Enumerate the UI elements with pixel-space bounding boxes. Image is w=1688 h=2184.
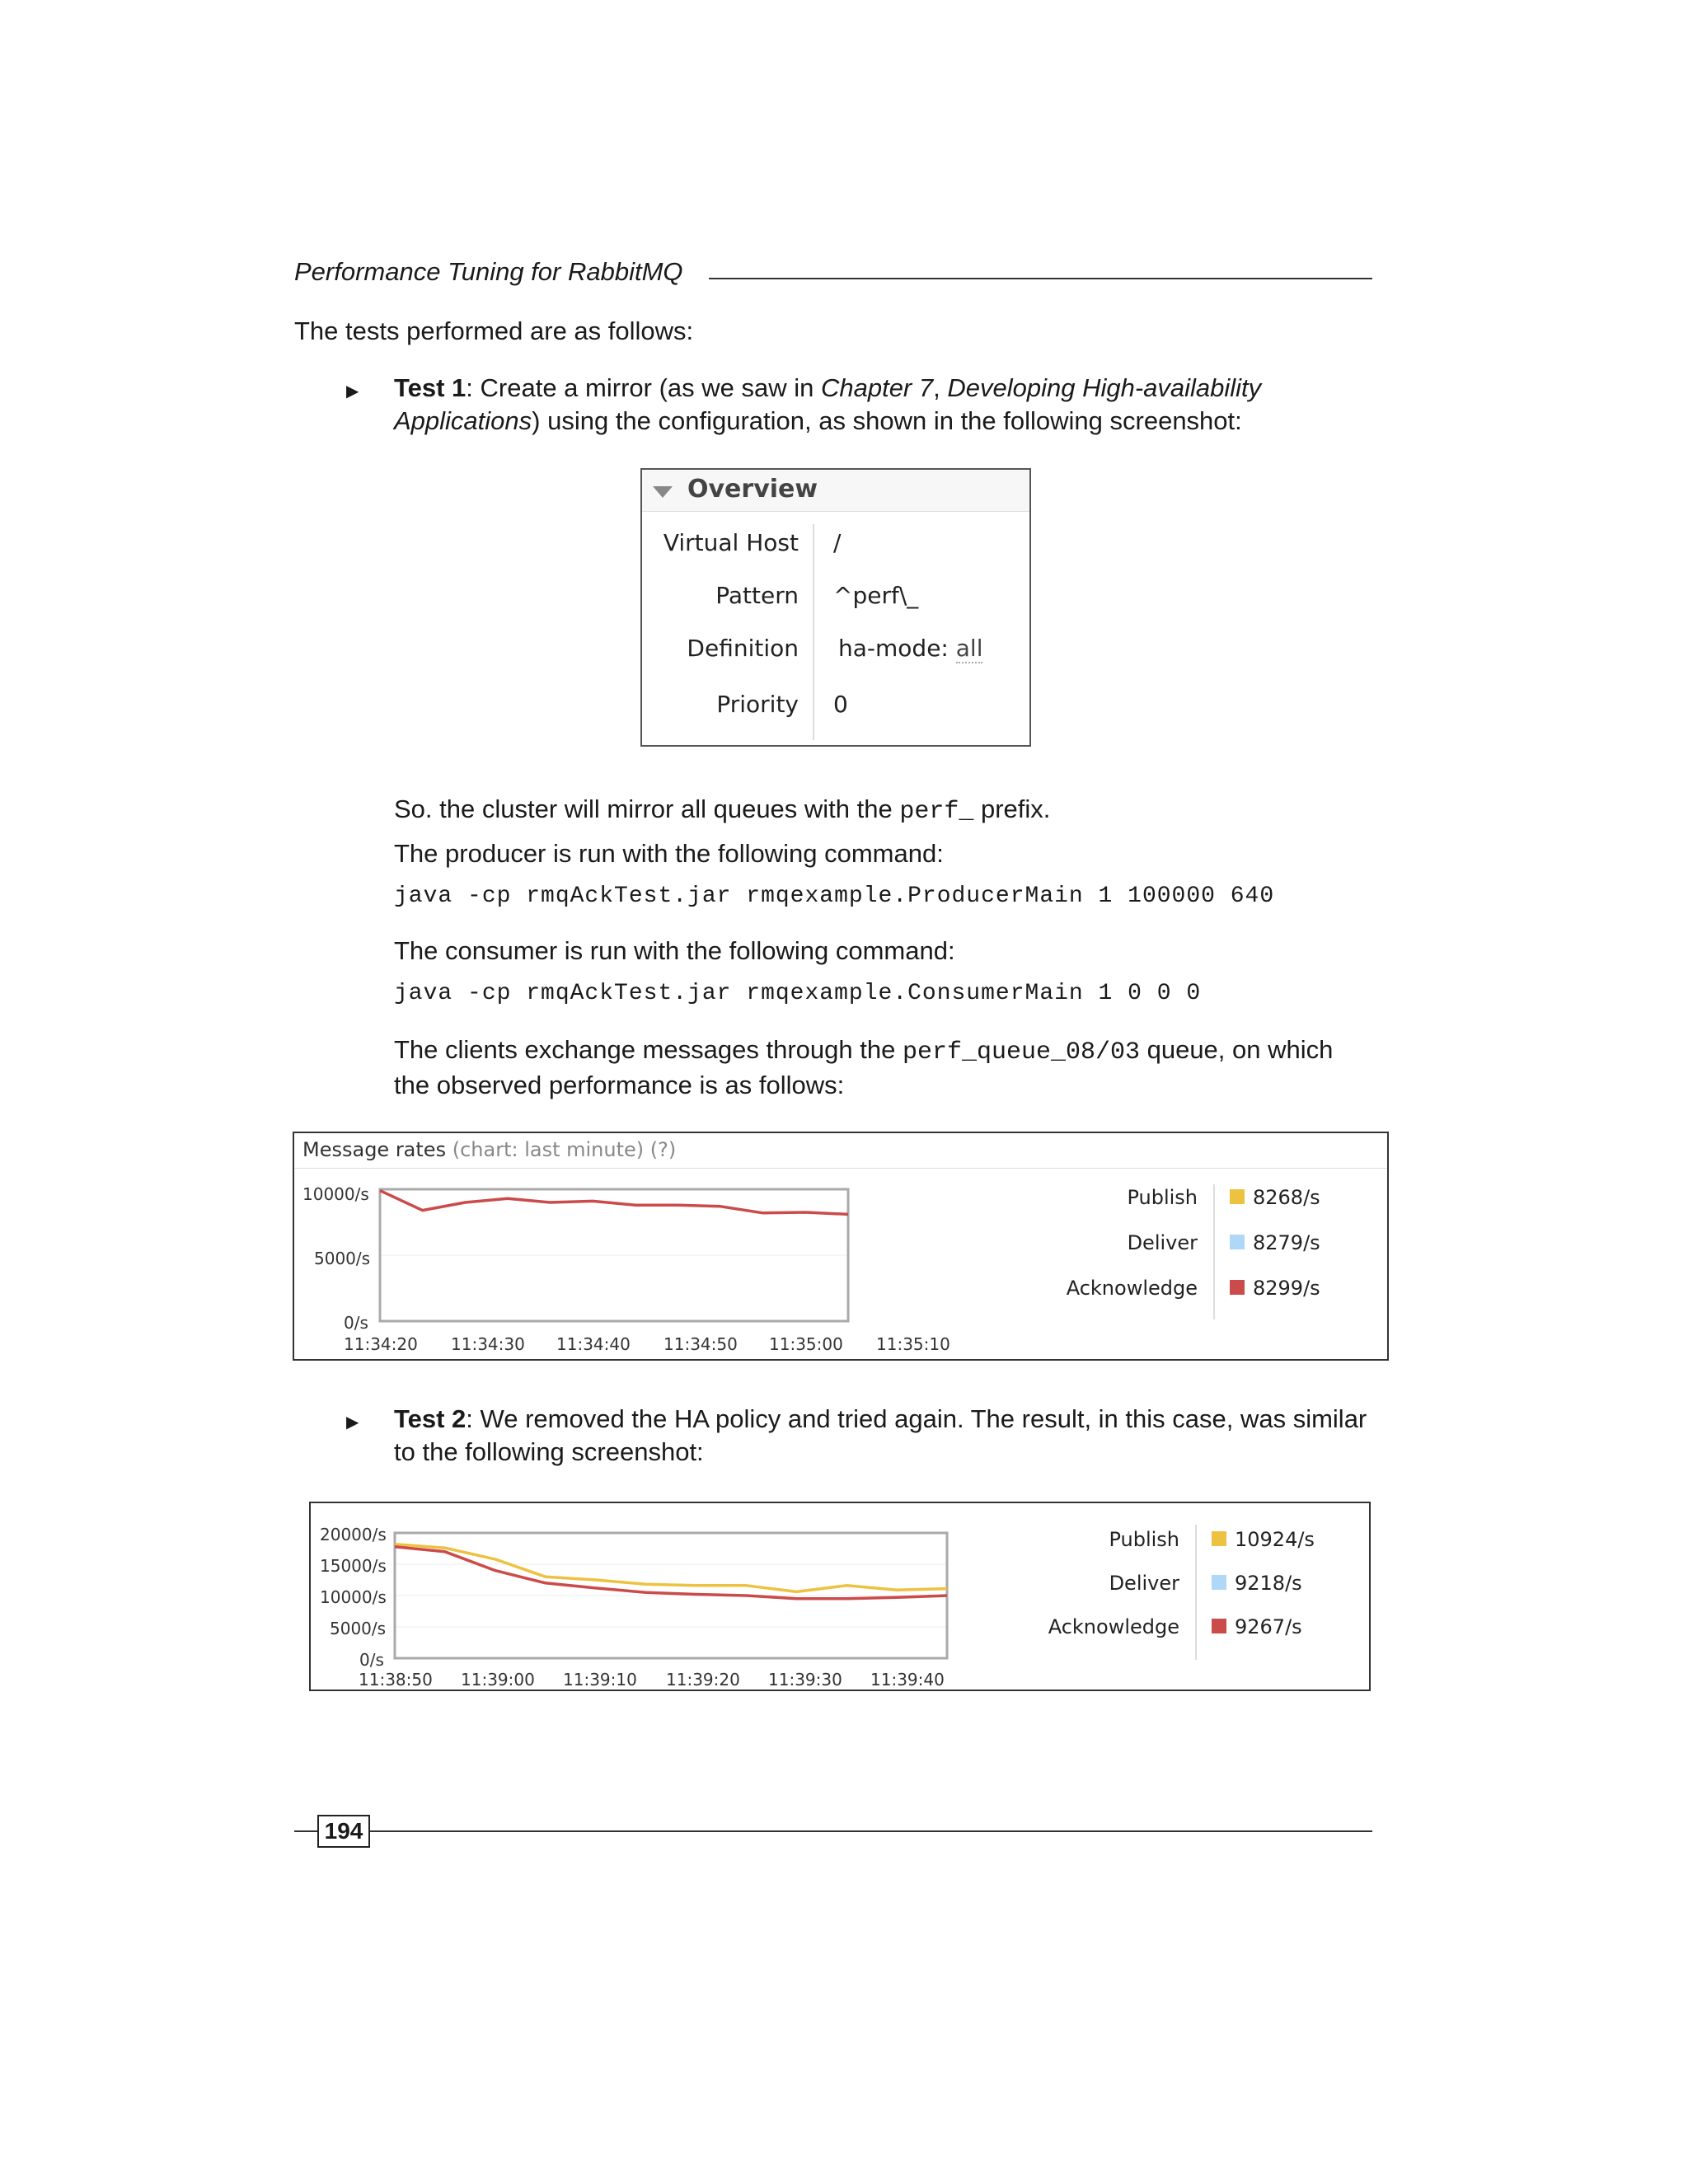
overview-label-definition: Definition: [687, 635, 799, 662]
chart1-legend-value-deliver: 8279/s: [1253, 1231, 1320, 1254]
chart1-legend-value-publish: 8268/s: [1253, 1186, 1320, 1209]
chart2-xtick: 11:39:20: [666, 1670, 740, 1690]
chart1-legend-swatch-acknowledge: [1230, 1280, 1245, 1295]
chart1-legend-label-publish: Publish: [1127, 1186, 1198, 1209]
test1-text-a: : Create a mirror (as we saw in: [466, 373, 821, 402]
comma: ,: [933, 373, 948, 402]
chart2-legend-label-deliver: Deliver: [1109, 1572, 1179, 1595]
overview-divider: [813, 524, 814, 740]
bullet-icon: ▶: [346, 382, 359, 401]
chapter-title-line2: Applications: [394, 406, 532, 435]
chapter-ref: Chapter 7: [820, 373, 934, 402]
test1-text-b: ) using the configuration, as shown in the following screenshot:: [532, 406, 1242, 435]
header-rule: [709, 278, 1372, 279]
chart2-legend-value-publish: 10924/s: [1235, 1528, 1315, 1551]
chart1-ytick: 0/s: [344, 1313, 368, 1333]
para2-b: queue, on which: [1139, 1035, 1334, 1064]
chart1-ytick: 10000/s: [302, 1184, 369, 1204]
para1-b: prefix.: [973, 794, 1051, 823]
chart2-legend-swatch-publish: [1212, 1531, 1226, 1546]
perf-prefix-code: perf_: [899, 798, 974, 826]
overview-label-priority: Priority: [716, 691, 799, 718]
chart2-legend-divider: [1195, 1525, 1197, 1660]
overview-value-priority: 0: [833, 691, 848, 718]
chart1-title: Message rates: [302, 1138, 447, 1161]
chart1-subtitle[interactable]: (chart: last minute) (?): [452, 1138, 677, 1161]
chart1-ytick: 5000/s: [314, 1249, 371, 1268]
chart2-legend-value-acknowledge: 9267/s: [1235, 1615, 1302, 1638]
overview-panel: [640, 468, 1031, 747]
queue-name-code: perf_queue_08/03: [902, 1038, 1140, 1066]
para1-a: So. the cluster will mirror all queues with the: [394, 794, 900, 823]
chart1-xtick: 11:35:10: [876, 1334, 950, 1354]
chart1-legend-swatch-publish: [1230, 1189, 1245, 1204]
test1-paragraph: [394, 372, 1383, 438]
chart2-legend-label-acknowledge: Acknowledge: [1048, 1615, 1179, 1638]
producer-text: The producer is run with the following command:: [394, 839, 944, 868]
para2-c: the observed performance is as follows:: [394, 1071, 845, 1099]
chart2-legend-swatch-deliver: [1212, 1575, 1226, 1590]
clients-paragraph: [394, 1033, 1383, 1102]
chart1-series-acknowledge: [380, 1191, 848, 1215]
chart1-xtick: 11:34:50: [663, 1334, 738, 1354]
chart2-legend-label-publish: Publish: [1109, 1528, 1179, 1551]
running-header: Performance Tuning for RabbitMQ: [294, 257, 683, 286]
overview-header[interactable]: [642, 470, 1029, 512]
producer-command: java -cp rmqAckTest.jar rmqexample.ProducerMain 1 100000 640: [394, 883, 1275, 909]
chart2-xtick: 11:38:50: [359, 1670, 433, 1690]
chart2-xtick: 11:39:10: [563, 1670, 637, 1690]
test2-paragraph: [394, 1403, 1391, 1469]
para2-a: The clients exchange messages through the: [394, 1035, 903, 1064]
chart2-ytick: 15000/s: [320, 1556, 387, 1576]
overview-value-pattern: ^perf\_: [833, 582, 919, 609]
chart2-ytick: 5000/s: [330, 1619, 387, 1638]
chart2-svg: [311, 1503, 1369, 1690]
overview-label-virtual-host: Virtual Host: [663, 529, 799, 556]
message-rates-chart-2: [309, 1502, 1371, 1691]
chart1-legend-value-acknowledge: 8299/s: [1253, 1277, 1320, 1300]
chart1-svg: [294, 1133, 1387, 1359]
chart1-legend-divider: [1213, 1184, 1215, 1319]
overview-label-pattern: Pattern: [715, 582, 799, 609]
chart1-xtick: 11:35:00: [769, 1334, 843, 1354]
chapter-title-line1: Developing High-availability: [947, 373, 1262, 402]
chart2-xtick: 11:39:40: [870, 1670, 945, 1690]
chart1-legend-label-deliver: Deliver: [1127, 1231, 1198, 1254]
page-number: 194: [317, 1815, 370, 1848]
chart2-legend-value-deliver: 9218/s: [1235, 1572, 1302, 1595]
chart1-xtick: 11:34:40: [556, 1334, 631, 1354]
test2-text-b: to the following screenshot:: [394, 1437, 704, 1466]
footer-rule: [294, 1830, 1372, 1832]
chart2-ytick: 20000/s: [320, 1525, 387, 1544]
chart2-xtick: 11:39:30: [768, 1670, 842, 1690]
chart1-xtick: 11:34:30: [451, 1334, 525, 1354]
chart2-legend-swatch-acknowledge: [1212, 1619, 1226, 1633]
mirror-paragraph: [394, 793, 1050, 828]
chart1-xtick: 11:34:20: [344, 1334, 418, 1354]
test2-text-a: : We removed the HA policy and tried again. The result, in this case, was similar: [466, 1404, 1367, 1433]
overview-title: Overview: [687, 475, 818, 504]
message-rates-chart-1: [293, 1132, 1389, 1361]
chart2-xtick: 11:39:00: [461, 1670, 535, 1690]
overview-value-virtual-host: /: [833, 529, 842, 556]
chart1-legend-label-acknowledge: Acknowledge: [1066, 1277, 1198, 1300]
consumer-text: The consumer is run with the following command:: [394, 936, 955, 965]
chart1-legend-swatch-deliver: [1230, 1235, 1245, 1249]
collapse-triangle-icon[interactable]: [653, 486, 673, 498]
overview-value-definition: [838, 635, 982, 662]
definition-value: all: [955, 635, 983, 662]
intro-text: The tests performed are as follows:: [294, 316, 694, 345]
chart2-ytick: 10000/s: [320, 1587, 387, 1607]
test1-label: Test 1: [394, 373, 467, 402]
definition-key: ha-mode:: [838, 635, 956, 662]
chart2-series-publish: [395, 1544, 947, 1592]
chart2-ytick: 0/s: [359, 1650, 384, 1670]
bullet-icon: ▶: [346, 1413, 359, 1432]
test2-label: Test 2: [394, 1404, 467, 1433]
consumer-command: java -cp rmqAckTest.jar rmqexample.ConsumerMain 1 0 0 0: [394, 981, 1202, 1006]
